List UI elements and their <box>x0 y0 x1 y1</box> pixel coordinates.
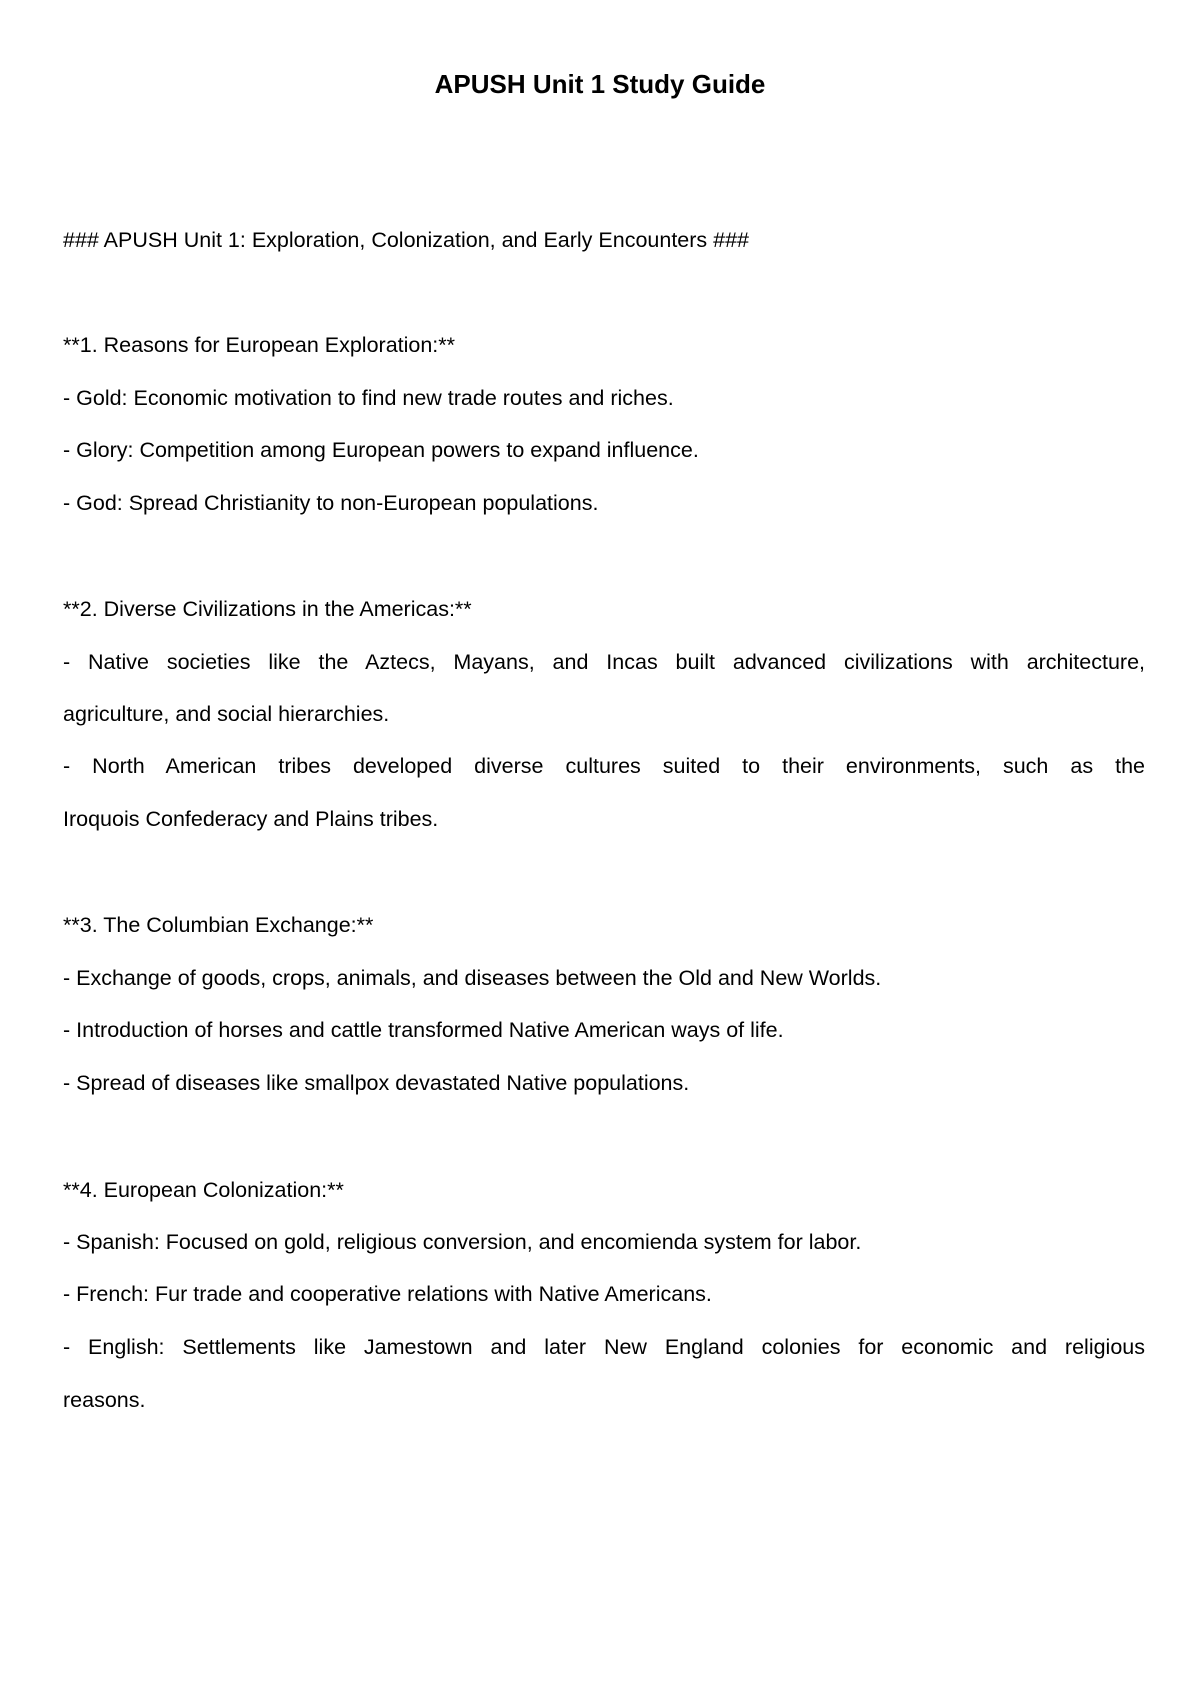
list-item-continuation: reasons. <box>63 1388 146 1412</box>
list-item: - God: Spread Christianity to non-European populations. <box>63 491 599 515</box>
list-item: - French: Fur trade and cooperative relations with Native Americans. <box>63 1282 712 1306</box>
list-item: - English: Settlements like Jamestown and later New England colonies for economic and religious <box>63 1335 1145 1359</box>
document-subtitle: ### APUSH Unit 1: Exploration, Colonization, and Early Encounters ### <box>63 228 750 252</box>
list-item: - North American tribes developed diverse cultures suited to their environments, such as the <box>63 754 1145 778</box>
section-heading: **3. The Columbian Exchange:** <box>63 913 374 937</box>
list-item: - Glory: Competition among European powers to expand influence. <box>63 438 699 462</box>
page-title: APUSH Unit 1 Study Guide <box>434 69 766 99</box>
list-item: - Gold: Economic motivation to find new trade routes and riches. <box>63 386 674 410</box>
section-heading: **1. Reasons for European Exploration:** <box>63 333 456 357</box>
list-item: - Spanish: Focused on gold, religious conversion, and encomienda system for labor. <box>63 1230 862 1254</box>
list-item: - Native societies like the Aztecs, Mayans, and Incas built advanced civilizations with architecture, <box>63 650 1145 674</box>
list-item: - Spread of diseases like smallpox devastated Native populations. <box>63 1071 690 1095</box>
list-item: - Exchange of goods, crops, animals, and diseases between the Old and New Worlds. <box>63 966 882 990</box>
section-heading: **4. European Colonization:** <box>63 1178 344 1202</box>
list-item: - Introduction of horses and cattle transformed Native American ways of life. <box>63 1018 784 1042</box>
section-heading: **2. Diverse Civilizations in the Americas:** <box>63 597 472 621</box>
list-item-continuation: Iroquois Confederacy and Plains tribes. <box>63 807 439 831</box>
list-item-continuation: agriculture, and social hierarchies. <box>63 702 390 726</box>
